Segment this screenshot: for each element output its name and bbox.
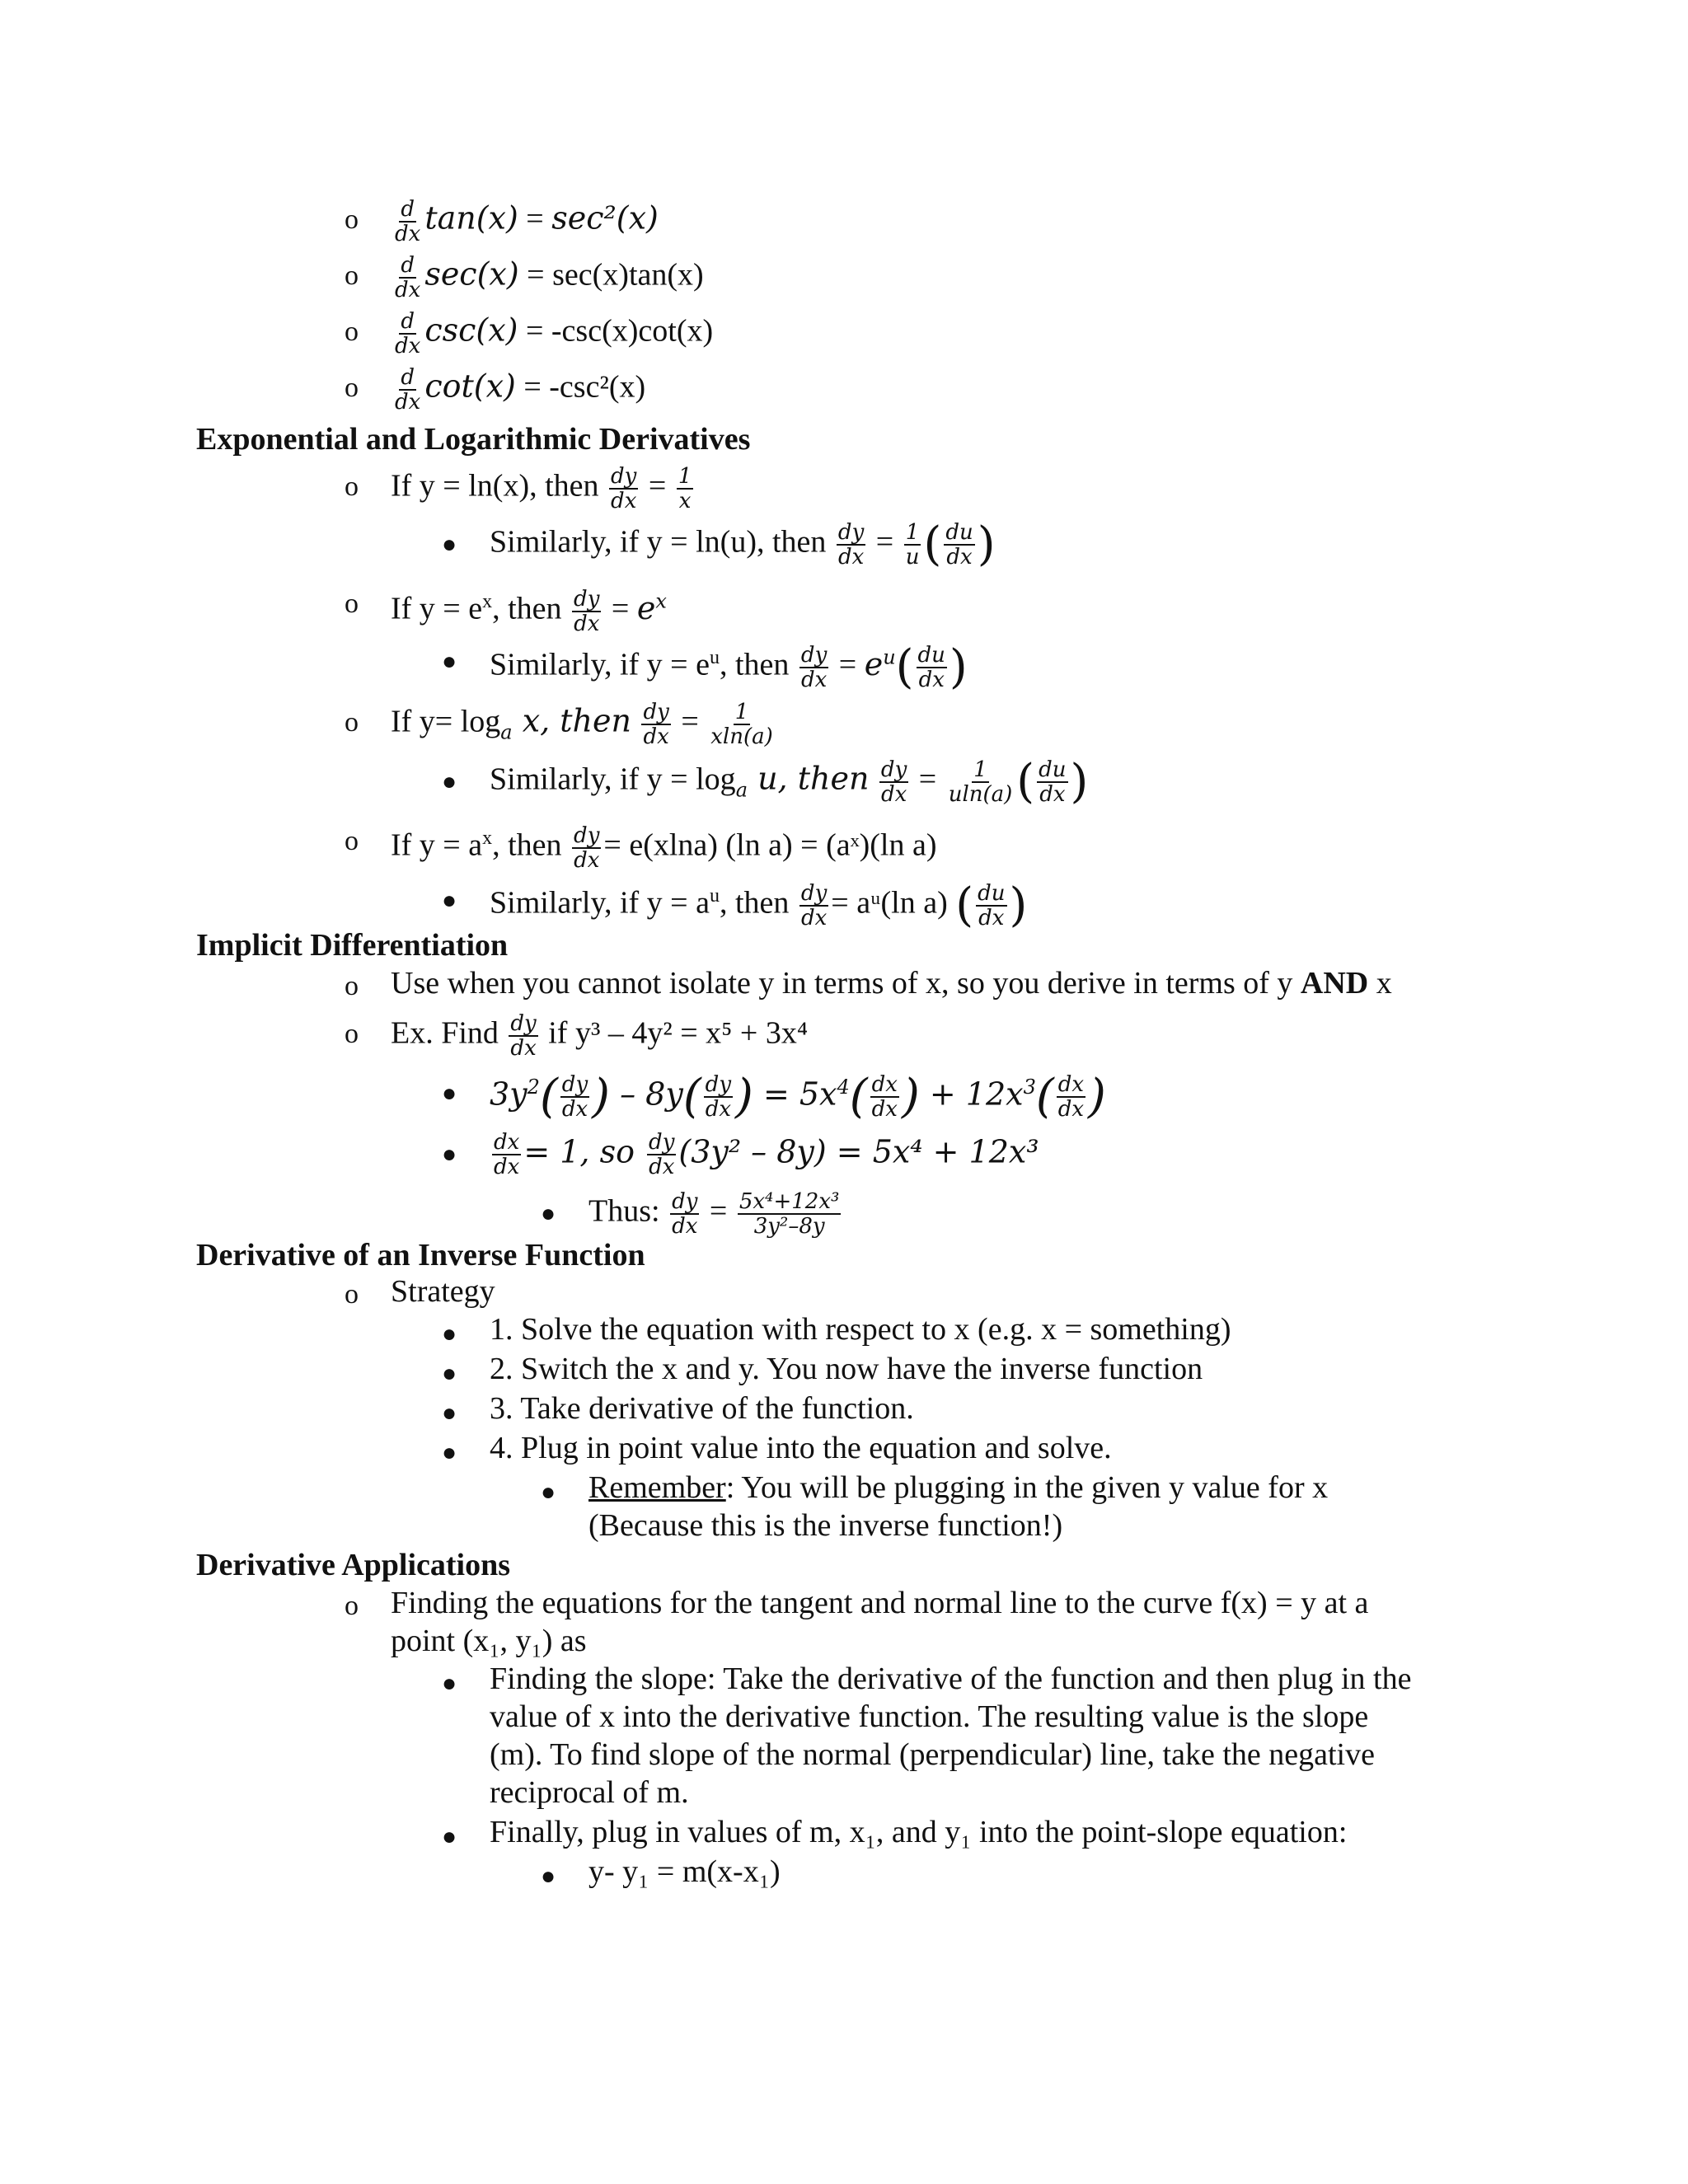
implicit-thus: Thus: $\frac{dy}{dx}$ = $\frac{\text{5x⁴+12x³}}{\text{3y²–8y}}$ <box>588 1189 840 1239</box>
trig-item-sec: $\frac{d}{dx}$ sec(x) = sec(x)tan(x) <box>395 253 704 302</box>
circle-bullet-icon: o <box>345 1591 359 1621</box>
applications-slope-3: (m). To find slope of the normal (perpendicular) line, take the negative <box>490 1737 1375 1772</box>
circle-bullet-icon: o <box>345 260 359 291</box>
implicit-use: Use when you cannot isolate y in terms of x, so you derive in terms of y AND x <box>391 966 1392 1001</box>
dot-bullet-icon: ● <box>442 1320 457 1347</box>
dot-bullet-icon: ● <box>442 1080 457 1107</box>
inverse-strategy: Strategy <box>391 1274 495 1309</box>
dot-bullet-icon: ● <box>442 1360 457 1387</box>
section-heading-applications: Derivative Applications <box>196 1548 511 1582</box>
applications-intro-1: Finding the equations for the tangent and normal line to the curve f(x) = y at a <box>391 1586 1369 1620</box>
circle-bullet-icon: o <box>345 471 359 502</box>
exp-ax-rule: If $y = a^x$, then $\frac{dy}{dx}$ = e(xlna) (ln a) = (aˣ)(ln a) <box>391 823 937 873</box>
dot-bullet-icon: ● <box>541 1479 556 1506</box>
exp-ln-rule: If y = ln(x), then $\frac{dy}{dx}$ = $\frac{1}{x}$ <box>391 464 692 513</box>
section-heading-exp-log: Exponential and Logarithmic Derivatives <box>196 422 751 457</box>
applications-slope-2: value of x into the derivative function. The resulting value is the slope <box>490 1699 1369 1734</box>
circle-bullet-icon: o <box>345 204 359 235</box>
inverse-step-4: 4. Plug in point value into the equation and solve. <box>490 1431 1112 1465</box>
applications-slope-1: Finding the slope: Take the derivative of the function and then plug in the <box>490 1661 1412 1696</box>
circle-bullet-icon: o <box>345 1279 359 1310</box>
exp-au-rule: Similarly, if $y = a^u$, then $\frac{dy}{dx}$ = aᵘ(ln a) ( $\frac{du}{dx}$ ) <box>490 878 1028 932</box>
section-heading-inverse: Derivative of an Inverse Function <box>196 1238 645 1272</box>
inverse-remember-1: Remember: You will be plugging in the given y value for x <box>588 1470 1329 1505</box>
inverse-step-1: 1. Solve the equation with respect to x (e.g. x = something) <box>490 1312 1231 1347</box>
exp-log-u-rule: Similarly, if $y = \log_a u$, then $\frac{dy}{dx}$ = $\frac{1}{uln(a)}$ ( $\frac{du}{dx}$ ) <box>490 755 1089 808</box>
trig-item-tan: $\frac{d}{dx}$ tan(x) = sec²(x) <box>395 197 659 246</box>
implicit-example: Ex. Find $\frac{dy}{dx}$ if y³ – 4y² = x⁵ + 3x⁴ <box>391 1011 809 1061</box>
inverse-remember-2: (Because this is the inverse function!) <box>588 1508 1063 1543</box>
inverse-step-3: 3. Take derivative of the function. <box>490 1391 914 1426</box>
exp-eu-rule: Similarly, if $y = e^u$, then $\frac{dy}{dx}$ = $e^u$( $\frac{du}{dx}$ ) <box>490 640 968 694</box>
circle-bullet-icon: o <box>345 316 359 347</box>
section-heading-implicit: Implicit Differentiation <box>196 928 509 963</box>
dot-bullet-icon: ● <box>442 887 457 914</box>
exp-log-rule: If $y= \log_a x$, then $\frac{dy}{dx}$ = $\frac{1}{xln(a)}$ <box>391 700 773 749</box>
exp-ex-rule: If $y = e^x$, then $\frac{dy}{dx}$ = $e^x$ <box>391 586 667 636</box>
dot-bullet-icon: ● <box>442 1399 457 1427</box>
circle-bullet-icon: o <box>345 1019 359 1049</box>
dot-bullet-icon: ● <box>442 1823 457 1850</box>
trig-item-cot: $\frac{d}{dx}$ cot(x) = -csc²(x) <box>395 365 646 415</box>
circle-bullet-icon: o <box>345 588 359 619</box>
dot-bullet-icon: ● <box>442 768 457 795</box>
circle-bullet-icon: o <box>345 707 359 738</box>
dot-bullet-icon: ● <box>541 1200 556 1227</box>
trig-item-csc: $\frac{d}{dx}$ csc(x) = -csc(x)cot(x) <box>395 309 714 359</box>
dot-bullet-icon: ● <box>442 648 457 675</box>
circle-bullet-icon: o <box>345 373 359 403</box>
applications-final: Finally, plug in values of m, x₁, and y₁ into the point-slope equation: <box>490 1815 1348 1849</box>
implicit-step-1: $3y^2$( $\frac{dy}{dx}$ ) – 8y( $\frac{dy}{dx}$ ) = $5x^4$( $\frac{dx}{dx}$ ) + $12x^3$( $\frac{dx}{dx}$ ) <box>490 1070 1106 1124</box>
circle-bullet-icon: o <box>345 826 359 856</box>
exp-ln-u-rule: Similarly, if y = ln(u), then $\frac{dy}{dx}$ = $\frac{1}{u}$ ( $\frac{du}{dx}$ ) <box>490 518 996 571</box>
dot-bullet-icon: ● <box>442 1670 457 1697</box>
applications-point-slope: y- y₁ = m(x-x₁) <box>588 1854 781 1889</box>
dot-bullet-icon: ● <box>442 1141 457 1168</box>
dot-bullet-icon: ● <box>541 1863 556 1890</box>
inverse-step-2: 2. Switch the x and y. You now have the inverse function <box>490 1352 1203 1386</box>
applications-slope-4: reciprocal of m. <box>490 1775 689 1810</box>
implicit-step-2: $\frac{dx}{dx}$ = 1, so $\frac{dy}{dx}$ (3y² – 8y) = 5x⁴ + 12x³ <box>494 1130 1039 1179</box>
dot-bullet-icon: ● <box>442 531 457 558</box>
applications-intro-2: point (x₁, y₁) as <box>391 1624 587 1658</box>
dot-bullet-icon: ● <box>442 1439 457 1466</box>
circle-bullet-icon: o <box>345 971 359 1001</box>
